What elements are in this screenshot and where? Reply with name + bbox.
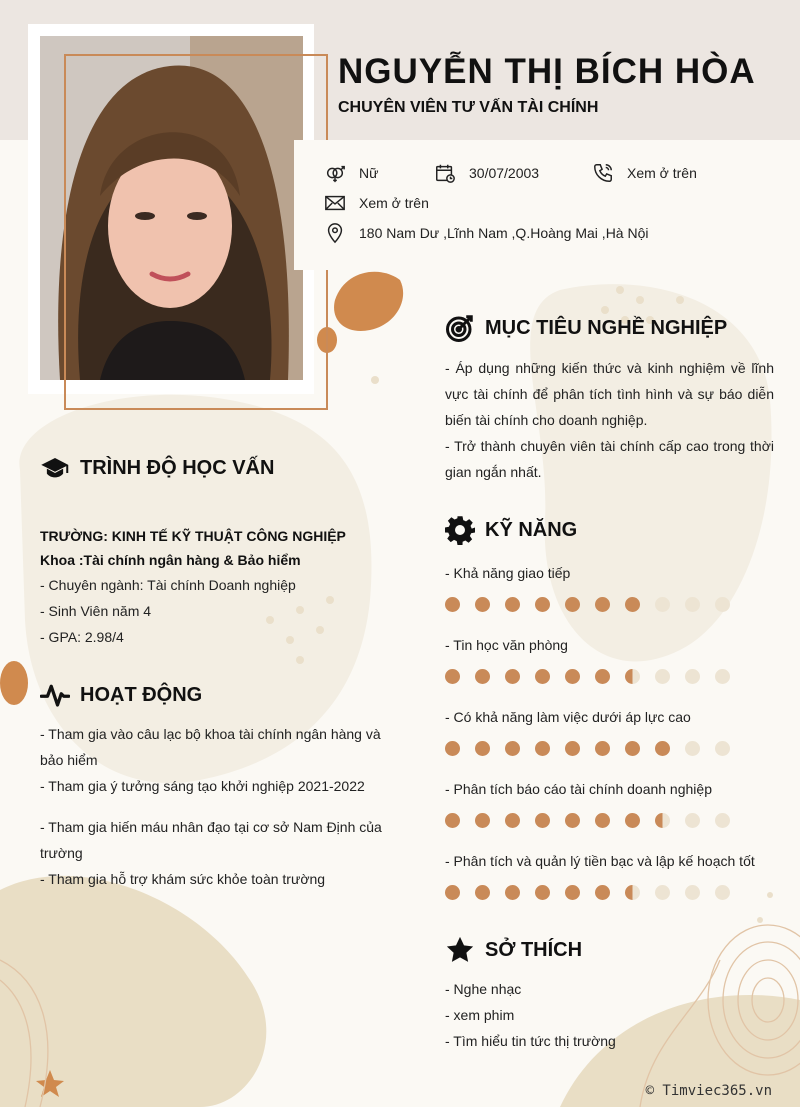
skill-dot	[445, 885, 460, 900]
skills-heading	[445, 515, 577, 545]
activity-line-2: bảo hiểm	[40, 752, 98, 768]
skill-dot	[685, 885, 700, 900]
skill-dot	[685, 597, 700, 612]
location-pin-icon	[324, 222, 346, 244]
calendar-icon	[434, 162, 456, 184]
skill-label: - Có khả năng làm việc dưới áp lực cao	[445, 709, 691, 725]
skill-dot	[475, 669, 490, 684]
skill-label: - Khả năng giao tiếp	[445, 565, 571, 581]
activities-heading	[40, 680, 202, 710]
skill-dot	[535, 741, 550, 756]
email-item	[324, 192, 429, 214]
skill-dot	[655, 741, 670, 756]
skill-dot	[625, 669, 640, 684]
education-heading-text: TRÌNH ĐỘ HỌC VẤN	[80, 456, 275, 479]
skill-rating	[445, 813, 745, 828]
skill-dot	[565, 885, 580, 900]
skill-rating	[445, 741, 745, 756]
phone-icon	[592, 162, 614, 184]
job-title: CHUYÊN VIÊN TƯ VẤN TÀI CHÍNH	[338, 99, 599, 116]
skill-rating	[445, 885, 745, 900]
skill-dot	[715, 885, 730, 900]
skill-dot	[595, 597, 610, 612]
skill-dot	[715, 597, 730, 612]
skill-dot	[505, 741, 520, 756]
skill-dot	[655, 813, 670, 828]
activity-line-3: - Tham gia ý tưởng sáng tạo khởi nghiệp 2021-2022	[40, 778, 365, 794]
contact-box	[294, 140, 794, 270]
activity-line-6: - Tham gia hỗ trợ khám sức khỏe toàn trường	[40, 871, 326, 887]
objective-heading	[445, 313, 727, 343]
address-item	[324, 222, 649, 244]
phone-item	[592, 162, 697, 184]
skill-dot	[445, 813, 460, 828]
skill-dot	[445, 669, 460, 684]
skill-dot	[565, 669, 580, 684]
skill-dot	[505, 813, 520, 828]
skill-dot	[685, 813, 700, 828]
activities-heading-text: HOẠT ĐỘNG	[80, 683, 203, 706]
target-icon	[445, 313, 475, 343]
skill-rating	[445, 597, 745, 612]
graduation-cap-icon	[40, 453, 70, 483]
address-value: 180 Nam Dư ,Lĩnh Nam ,Q.Hoàng Mai ,Hà Nội	[359, 225, 649, 241]
skill-dot	[625, 885, 640, 900]
skill-dot	[475, 885, 490, 900]
skill-dot	[655, 669, 670, 684]
pulse-icon	[40, 680, 70, 710]
skill-dot	[565, 597, 580, 612]
skill-dot	[505, 885, 520, 900]
skill-dot	[655, 885, 670, 900]
skill-dot	[475, 597, 490, 612]
profile-photo	[40, 36, 303, 380]
hobby-item-2: - xem phim	[445, 1007, 515, 1023]
skills-heading-text: KỸ NĂNG	[485, 518, 578, 541]
skill-dot	[595, 741, 610, 756]
activity-line-4: - Tham gia hiến máu nhân đạo tại cơ sở Nam Định của	[40, 819, 382, 835]
footer-credit: © Timviec365.vn	[645, 1083, 772, 1099]
skill-dot	[535, 669, 550, 684]
skill-dot	[625, 597, 640, 612]
activity-line-1: - Tham gia vào câu lạc bộ khoa tài chính ngân hàng và	[40, 726, 381, 742]
gear-icon	[445, 515, 475, 545]
activity-line-5: trường	[40, 845, 83, 861]
objective-paragraph-1: - Áp dụng những kiến thức và kinh nghiệm về lĩnh vực tài chính để phân tích tình hình và sự báo diễn biến tài chính cho doanh nghiệp.	[445, 360, 774, 428]
skill-label: - Tin học văn phòng	[445, 637, 568, 653]
skill-dot	[445, 597, 460, 612]
hobby-item-1: - Nghe nhạc	[445, 981, 522, 997]
skill-dot	[655, 597, 670, 612]
skill-dot	[685, 669, 700, 684]
skill-label: - Phân tích và quản lý tiền bạc và lập kế hoạch tốt	[445, 853, 755, 869]
gender-item	[324, 162, 378, 184]
skill-dot	[715, 669, 730, 684]
education-faculty: Khoa :Tài chính ngân hàng & Bảo hiểm	[40, 552, 301, 568]
objective-heading-text: MỤC TIÊU NGHỀ NGHIỆP	[485, 316, 728, 339]
star-icon	[445, 935, 475, 965]
email-value: Xem ở trên	[359, 195, 429, 211]
skill-dot	[535, 885, 550, 900]
photo-frame	[28, 24, 314, 394]
birthday-item	[434, 162, 539, 184]
skill-dot	[595, 669, 610, 684]
education-line-2: - Sinh Viên năm 4	[40, 603, 152, 619]
skill-dot	[535, 813, 550, 828]
birthday-value: 30/07/2003	[469, 165, 540, 181]
gender-icon	[324, 162, 346, 184]
phone-value: Xem ở trên	[627, 165, 697, 181]
hobbies-heading-text: SỞ THÍCH	[485, 938, 583, 961]
skill-dot	[445, 741, 460, 756]
skill-dot	[565, 813, 580, 828]
education-heading	[40, 453, 274, 483]
hobbies-heading	[445, 935, 582, 965]
skill-dot	[715, 741, 730, 756]
candidate-name: NGUYỄN THỊ BÍCH HÒA	[338, 52, 756, 91]
envelope-icon	[324, 192, 346, 214]
skill-label: - Phân tích báo cáo tài chính doanh nghiệp	[445, 781, 712, 797]
skill-dot	[715, 813, 730, 828]
skill-dot	[475, 741, 490, 756]
skill-dot	[535, 597, 550, 612]
skill-dot	[565, 741, 580, 756]
skill-dot	[475, 813, 490, 828]
skill-dot	[595, 885, 610, 900]
education-line-1: - Chuyên ngành: Tài chính Doanh nghiệp	[40, 577, 296, 593]
gender-value: Nữ	[359, 165, 379, 181]
skill-dot	[625, 741, 640, 756]
hobby-item-3: - Tìm hiểu tin tức thị trường	[445, 1033, 616, 1049]
skill-dot	[595, 813, 610, 828]
skill-dot	[505, 669, 520, 684]
skill-dot	[625, 813, 640, 828]
skill-rating	[445, 669, 745, 684]
skill-dot	[685, 741, 700, 756]
education-school: TRƯỜNG: KINH TẾ KỸ THUẬT CÔNG NGHIỆP	[40, 528, 346, 544]
education-line-3: - GPA: 2.98/4	[40, 629, 124, 645]
skill-dot	[505, 597, 520, 612]
objective-paragraph-2: - Trở thành chuyên viên tài chính cấp cao trong thời gian ngắn nhất.	[445, 438, 774, 480]
